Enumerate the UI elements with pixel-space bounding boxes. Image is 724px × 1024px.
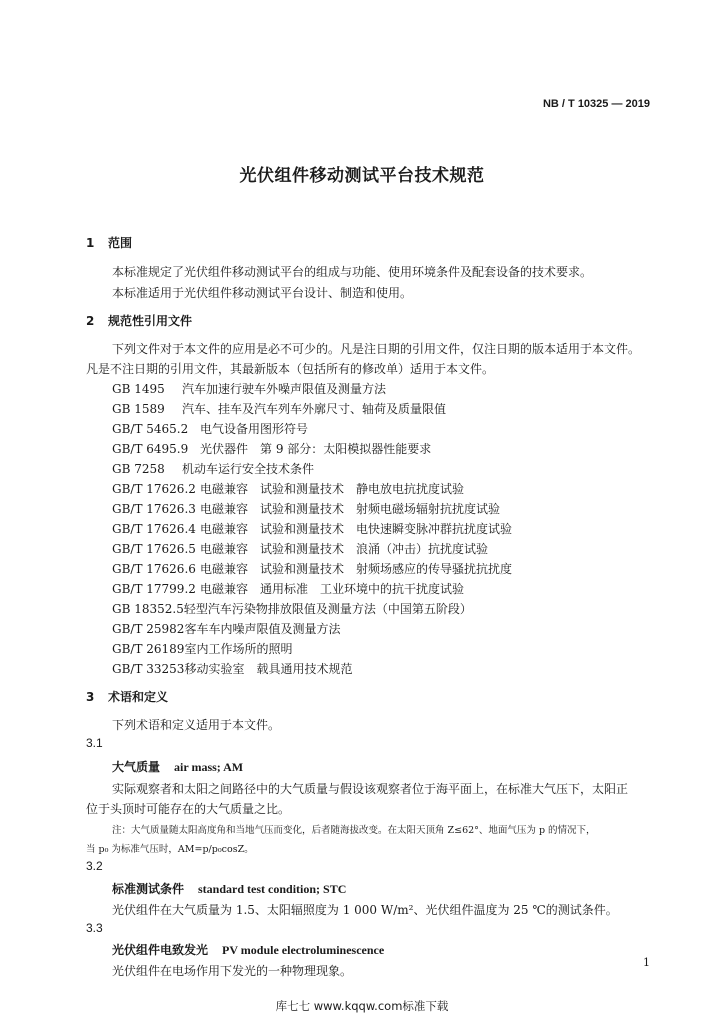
reference-code: GB/T 26189 bbox=[112, 642, 185, 656]
section-number: 2 bbox=[86, 314, 95, 328]
reference-code: GB 1495 bbox=[112, 382, 165, 396]
reference-item bbox=[112, 500, 500, 517]
term-en: PV module electroluminescence bbox=[222, 943, 385, 957]
term-definition: 实际观察者和太阳之间路径中的大气质量与假设该观察者位于海平面上，在标准大气压下，太阳正 bbox=[112, 782, 629, 796]
reference-title: 电磁兼容 试验和测量技术 浪涌（冲击）抗扰度试验 bbox=[200, 542, 489, 556]
reference-code: GB/T 17626.4 bbox=[112, 522, 196, 536]
reference-title: 电磁兼容 通用标准 工业环境中的抗干扰度试验 bbox=[200, 582, 465, 596]
reference-item bbox=[112, 560, 512, 577]
reference-item bbox=[112, 620, 340, 637]
reference-item bbox=[112, 640, 292, 657]
reference-code: GB 1589 bbox=[112, 402, 165, 416]
reference-title: 汽车加速行驶车外噪声限值及测量方法 bbox=[182, 382, 387, 396]
reference-title: 机动车运行安全技术条件 bbox=[182, 462, 315, 476]
section-heading-references bbox=[86, 312, 192, 329]
reference-item bbox=[112, 580, 464, 597]
reference-code: GB/T 6495.9 bbox=[112, 442, 189, 456]
section-number: 3 bbox=[86, 690, 95, 704]
reference-code: GB 18352.5 bbox=[112, 602, 184, 616]
reference-item bbox=[112, 400, 446, 417]
term-cn: 标准测试条件 bbox=[112, 882, 185, 896]
terms-intro: 下列术语和定义适用于本文件。 bbox=[112, 718, 281, 732]
reference-item bbox=[112, 480, 464, 497]
reference-code: GB/T 17626.6 bbox=[112, 562, 196, 576]
references-intro: 凡是不注日期的引用文件，其最新版本（包括所有的修改单）适用于本文件。 bbox=[86, 362, 495, 376]
section-title: 术语和定义 bbox=[108, 690, 169, 704]
reference-code: GB/T 25982 bbox=[112, 622, 185, 636]
reference-item bbox=[112, 380, 386, 397]
term-note: 当 p₀ 为标准气压时，AM=p/p₀cosZ。 bbox=[86, 844, 254, 855]
reference-title: 光伏器件 第 9 部分：太阳模拟器性能要求 bbox=[200, 442, 432, 456]
reference-title: 室内工作场所的照明 bbox=[184, 642, 293, 656]
page-number: 1 bbox=[643, 956, 650, 969]
term-definition: 光伏组件在电场作用下发光的一种物理现象。 bbox=[112, 964, 353, 978]
term-en: standard test condition; STC bbox=[198, 882, 347, 896]
clause-number: 3.3 bbox=[86, 921, 103, 935]
reference-item bbox=[112, 520, 512, 537]
reference-code: GB/T 17626.2 bbox=[112, 482, 196, 496]
term-definition: 位于头顶时可能存在的大气质量之比。 bbox=[86, 802, 291, 816]
reference-title: 轻型汽车污染物排放限值及测量方法（中国第五阶段） bbox=[183, 602, 472, 616]
section-heading-scope bbox=[86, 234, 132, 251]
reference-item bbox=[112, 460, 314, 477]
reference-code: GB/T 17799.2 bbox=[112, 582, 196, 596]
reference-item bbox=[112, 600, 472, 617]
reference-item bbox=[112, 440, 431, 457]
reference-code: GB/T 17626.5 bbox=[112, 542, 196, 556]
references-intro: 下列文件对于本文件的应用是必不可少的。凡是注日期的引用文件，仅注日期的版本适用于本文件。 bbox=[112, 342, 641, 356]
reference-code: GB 7258 bbox=[112, 462, 165, 476]
section-number: 1 bbox=[86, 236, 95, 250]
download-footer: 库七七 www.kqqw.com标准下载 bbox=[275, 999, 449, 1013]
term-heading bbox=[112, 880, 346, 897]
reference-title: 移动实验室 载具通用技术规范 bbox=[184, 662, 353, 676]
reference-title: 电磁兼容 试验和测量技术 射频电磁场辐射抗扰度试验 bbox=[200, 502, 501, 516]
reference-title: 汽车、挂车及汽车列车外廓尺寸、轴荷及质量限值 bbox=[182, 402, 447, 416]
clause-number: 3.1 bbox=[86, 736, 103, 750]
term-definition: 光伏组件在大气质量为 1.5、太阳辐照度为 1 000 W/m²、光伏组件温度为 25 ℃的测试条件。 bbox=[112, 903, 618, 917]
section-heading-terms bbox=[86, 688, 168, 705]
term-cn: 大气质量 bbox=[112, 760, 161, 774]
reference-item bbox=[112, 540, 488, 557]
reference-title: 电气设备用图形符号 bbox=[200, 422, 309, 436]
reference-title: 电磁兼容 试验和测量技术 静电放电抗扰度试验 bbox=[200, 482, 465, 496]
reference-title: 客车车内噪声限值及测量方法 bbox=[184, 622, 341, 636]
section-title: 规范性引用文件 bbox=[108, 314, 193, 328]
scope-paragraph: 本标准规定了光伏组件移动测试平台的组成与功能、使用环境条件及配套设备的技术要求。 bbox=[112, 265, 593, 279]
term-heading bbox=[112, 941, 384, 958]
reference-code: GB/T 5465.2 bbox=[112, 422, 189, 436]
term-note: 注：大气质量随太阳高度角和当地气压而变化，后者随海拔改变。在太阳天顶角 Z≤62°、地面气压为 p 的情况下， bbox=[112, 825, 596, 836]
reference-code: GB/T 17626.3 bbox=[112, 502, 196, 516]
term-cn: 光伏组件电致发光 bbox=[112, 943, 209, 957]
scope-paragraph: 本标准适用于光伏组件移动测试平台设计、制造和使用。 bbox=[112, 286, 413, 300]
term-en: air mass; AM bbox=[174, 760, 244, 774]
reference-item bbox=[112, 660, 352, 677]
term-heading bbox=[112, 758, 243, 775]
reference-item bbox=[112, 420, 308, 437]
reference-title: 电磁兼容 试验和测量技术 电快速瞬变脉冲群抗扰度试验 bbox=[200, 522, 513, 536]
section-title: 范围 bbox=[108, 236, 133, 250]
clause-number: 3.2 bbox=[86, 859, 103, 873]
reference-code: GB/T 33253 bbox=[112, 662, 185, 676]
document-title: 光伏组件移动测试平台技术规范 bbox=[239, 166, 485, 186]
standard-code: NB / T 10325 — 2019 bbox=[542, 98, 650, 110]
reference-title: 电磁兼容 试验和测量技术 射频场感应的传导骚扰抗扰度 bbox=[200, 562, 513, 576]
